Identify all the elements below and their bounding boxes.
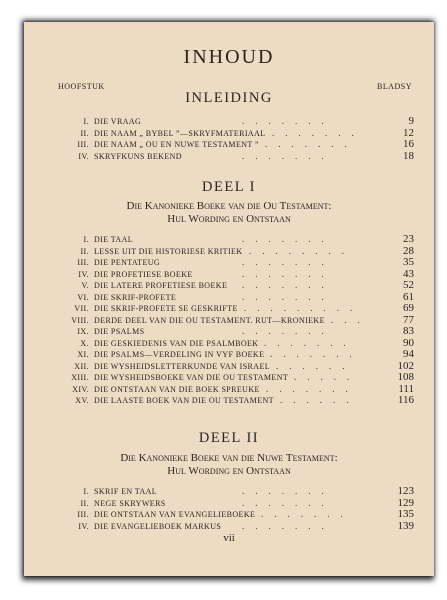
toc-entry: [64, 139, 414, 151]
toc-entry: [64, 128, 414, 140]
page-number: 35: [403, 256, 414, 268]
toc-entry: [64, 509, 414, 521]
leader-dots: ...: [331, 314, 371, 325]
toc-entry: [64, 257, 414, 269]
chapter-number: III.: [77, 258, 89, 267]
leader-dots: .......: [265, 139, 358, 149]
chapter-number: II.: [80, 128, 89, 138]
leader-dots: .......: [266, 383, 359, 394]
leader-dots: .......: [242, 116, 335, 126]
toc-entry: [64, 498, 414, 510]
toc-entry: [64, 116, 414, 128]
page-number: 16: [403, 138, 414, 150]
chapter-number: VI.: [77, 292, 89, 302]
toc-entry: [64, 292, 414, 304]
page-number: 23: [403, 233, 414, 245]
leader-dots: .......: [242, 234, 335, 244]
leader-dots: .......: [261, 509, 354, 519]
chapter-number: XI.: [77, 350, 89, 359]
chapter-title: DIE PROFETIESE BOEKE: [94, 269, 193, 279]
chapter-number: V.: [81, 281, 89, 290]
chapter-title: DIE PSALMS: [94, 327, 145, 336]
leader-dots: .......: [242, 497, 335, 508]
leader-dots: .......: [264, 337, 357, 348]
page-number: 83: [403, 325, 414, 337]
page-number: 94: [403, 348, 414, 360]
chapter-title: DIE ONTSTAAN VAN EVANGELIEBOEKE: [94, 510, 256, 519]
toc-entry: [64, 372, 414, 384]
chapter-number: I.: [83, 235, 89, 244]
page-number: 52: [403, 279, 414, 291]
chapter-number: XIII.: [71, 373, 89, 382]
chapter-number: IV.: [78, 151, 89, 161]
toc-entry: [64, 315, 414, 327]
page-number: 9: [408, 115, 414, 127]
part2-heading: DEEL II: [198, 430, 260, 446]
toc-entry: [64, 521, 414, 533]
toc-entry: [64, 234, 414, 246]
leader-dots: .......: [242, 280, 335, 290]
toc-entry: [64, 395, 414, 407]
toc-entry: [64, 269, 414, 281]
chapter-number: IV.: [78, 521, 89, 531]
page-number: 12: [403, 126, 414, 139]
intro-entries: [64, 116, 414, 162]
chapter-title: DIE TAAL: [94, 235, 134, 244]
chapter-title: SKRIF EN TAAL: [94, 487, 158, 496]
leader-dots: .....: [294, 372, 361, 382]
part2-subtitle-line2: Hul Wording en Ontstaan: [167, 464, 291, 477]
leader-dots: .......: [242, 520, 335, 531]
chapter-title: DIE NAAM „ OU EN NUWE TESTAMENT ”: [94, 140, 259, 149]
page-title: INHOUD: [183, 46, 275, 68]
toc-entry: [64, 338, 414, 350]
chapter-number: III.: [77, 510, 89, 519]
toc-entry: [64, 361, 414, 373]
chapter-title: LESSE UIT DIE HISTORIESE KRITIEK: [94, 246, 243, 256]
page-number: 129: [397, 496, 414, 509]
page-number: 77: [403, 313, 414, 326]
chapter-title: DIE EVANGELIEBOEK MARKUS: [94, 521, 222, 531]
chapter-number: I.: [83, 487, 89, 496]
page-number: 111: [398, 382, 414, 395]
chapter-title: DIE NAAM „ BYBEL ”—SKRYFMATERIAAL: [94, 128, 266, 138]
toc-entry: [64, 384, 414, 396]
toc-entry: [64, 151, 414, 163]
page-number: 90: [403, 336, 414, 349]
leader-dots: .........: [244, 303, 364, 313]
chapter-title: DIE WYSHEIDSLETTERKUNDE VAN ISRAEL: [94, 361, 271, 371]
chapter-title: DIE PSALMS—VERDELING IN VYF BOEKE: [94, 350, 265, 359]
chapter-number: X.: [80, 338, 89, 348]
leader-dots: .......: [242, 150, 335, 161]
chapter-title: DIE GESKIEDENIS VAN DIE PSALMBOEK: [94, 338, 259, 348]
folio-number: vii: [223, 532, 235, 544]
part1-subtitle-line2: Hul Wording en Ontstaan: [167, 212, 291, 225]
page-number: 108: [397, 371, 414, 383]
leader-dots: .......: [242, 326, 335, 336]
chapter-number: III.: [77, 140, 89, 149]
part2-subtitle-line1: Die Kanonieke Boeke van die Nuwe Testament:: [120, 452, 338, 464]
chapter-number: XIV.: [72, 384, 89, 394]
page-number: 43: [403, 267, 414, 280]
part2-entries: [64, 486, 414, 532]
chapter-number: IX.: [77, 327, 89, 336]
chapter-number: IV.: [78, 269, 89, 279]
leader-dots: .......: [272, 127, 365, 138]
intro-heading: INLEIDING: [185, 90, 273, 106]
leader-dots: .......: [242, 486, 335, 496]
toc-entry: [64, 326, 414, 338]
chapter-number: I.: [83, 117, 89, 126]
chapter-title: DIE LATERE PROFETIESE BOEKE: [94, 281, 228, 290]
toc-entry: [64, 246, 414, 258]
page-number: 61: [403, 290, 414, 303]
leader-dots: ......: [280, 395, 360, 405]
chapter-title: DERDE DEEL VAN DIE OU TESTAMENT. RUT—KRONIEKE: [94, 315, 325, 325]
chapter-number: XV.: [75, 396, 89, 405]
part2-subtitle: [44, 452, 414, 477]
chapter-title: DIE VRAAG: [94, 117, 142, 126]
chapter-title: NEGE SKRYWERS: [94, 498, 166, 508]
toc-entry: [64, 349, 414, 361]
page-number: 135: [397, 508, 414, 520]
page-number: 28: [403, 244, 414, 257]
book-page: [24, 22, 434, 576]
chapter-title: SKRYFKUNS BEKEND: [94, 151, 182, 161]
chapter-number: II.: [80, 246, 89, 256]
page-number: 18: [403, 149, 414, 162]
chapter-title: DIE SKRIF-PROFETE SE GESKRIFTE: [94, 304, 238, 313]
chapter-number: XII.: [74, 361, 89, 371]
chapter-title: DIE WYSHEIDSBOEKE VAN DIE OU TESTAMENT: [94, 373, 289, 382]
part1-subtitle-line1: Die Kanonieke Boeke van die Ou Testament:: [126, 200, 332, 212]
page-number: 116: [397, 394, 414, 406]
page-number: 123: [397, 485, 414, 497]
chapter-number: II.: [80, 498, 89, 508]
toc-entry: [64, 280, 414, 292]
chapter-title: DIE LAASTE BOEK VAN DIE OU TESTAMENT: [94, 396, 274, 405]
chapter-title: DIE SKRIF-PROFETE: [94, 292, 177, 302]
toc-entry: [64, 486, 414, 498]
chapter-number: VII.: [74, 304, 89, 313]
chapter-title: DIE PENTATEUG: [94, 258, 161, 267]
leader-dots: .......: [242, 291, 335, 302]
page-number: 102: [397, 359, 414, 372]
leader-dots: ......: [276, 360, 356, 371]
toc-entry: [64, 303, 414, 315]
part1-subtitle: [44, 200, 414, 225]
page-column-label: BLADSY: [376, 82, 412, 91]
page-number: 139: [397, 519, 414, 532]
chapter-title: DIE ONTSTAAN VAN DIE BOEK SPREUKE: [94, 384, 260, 394]
leader-dots: .......: [242, 268, 335, 279]
part1-heading: DEEL I: [202, 179, 256, 195]
leader-dots: .......: [242, 257, 335, 267]
leader-dots: .......: [270, 349, 363, 359]
page-number: 69: [403, 302, 414, 314]
leader-dots: ........: [249, 245, 355, 256]
chapter-number: VIII.: [71, 315, 89, 325]
part1-entries: [64, 234, 414, 407]
chapter-column-label: HOOFSTUK: [58, 82, 105, 91]
